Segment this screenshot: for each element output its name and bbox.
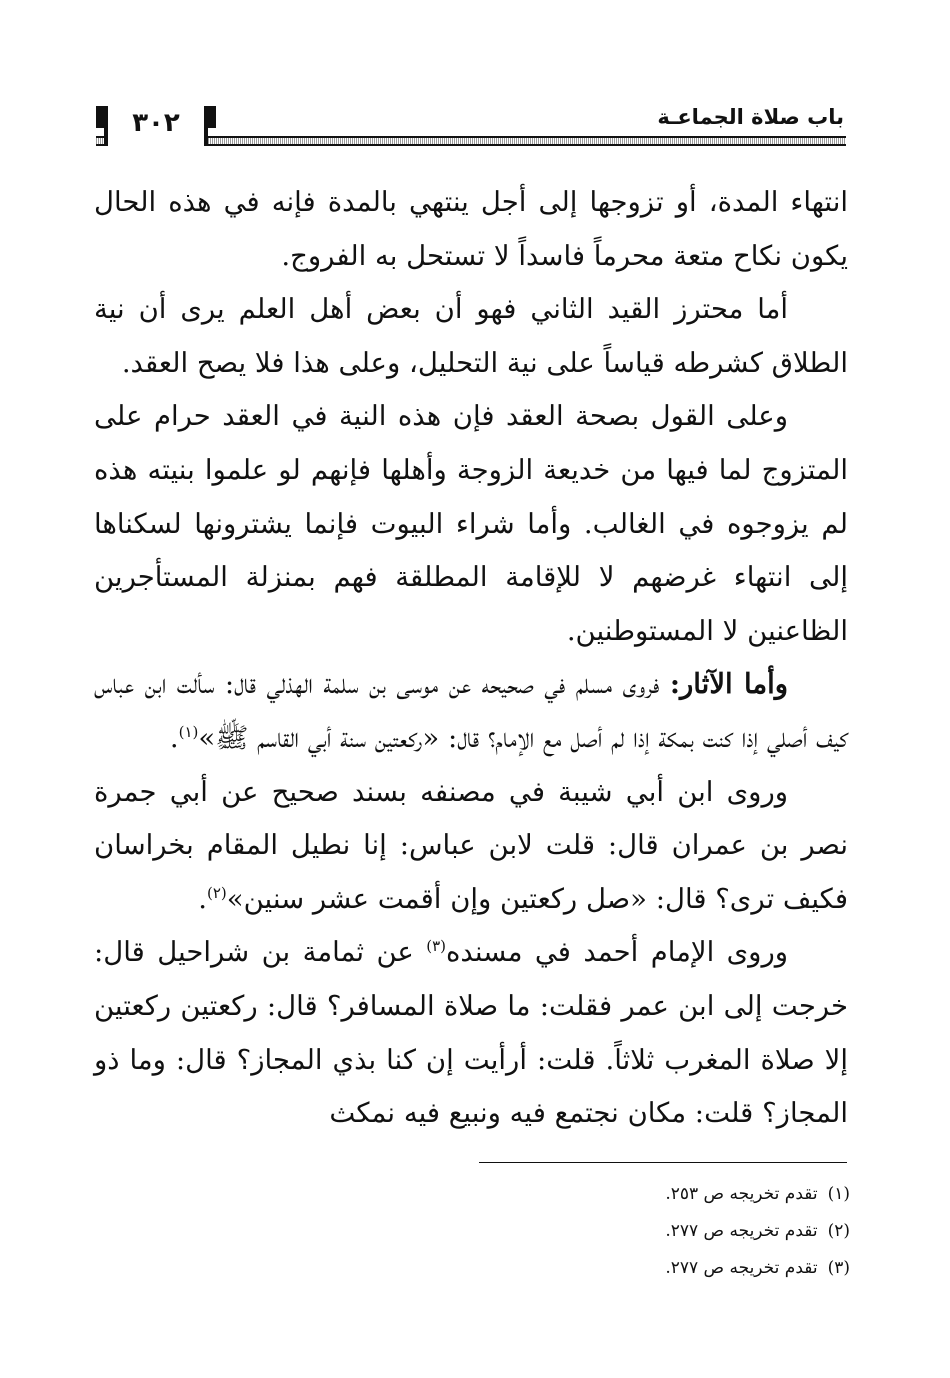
footnote-separator xyxy=(479,1162,847,1163)
page-box-ornament-right xyxy=(208,106,216,128)
paragraph xyxy=(94,390,848,658)
paragraph-text: انتهاء المدة، أو تزوجها إلى أجل ينتهي بالمدة فإنه في هذه الحال يكون نكاح متعة محرماً فاسداً لا تستحل به الفروج. xyxy=(94,186,848,272)
paragraph-text: وروى الإمام أحمد في مسنده xyxy=(446,936,788,969)
page-number-box xyxy=(104,106,208,146)
footnote-text: تقدم تخريجه ص ٢٧٧. xyxy=(665,1258,818,1278)
paragraph xyxy=(94,283,848,390)
footnote xyxy=(450,1250,850,1287)
paragraph xyxy=(94,658,848,765)
footnote-reference: (٢) xyxy=(206,883,227,902)
footnote-reference: (٣) xyxy=(426,937,447,956)
running-header xyxy=(96,100,846,156)
paragraph xyxy=(94,176,848,283)
footnote-text: تقدم تخريجه ص ٢٧٧. xyxy=(665,1221,818,1241)
paragraph-text: فروى مسلم في صحيحه عن موسى بن سلمة الهذلي قال: سألت ابن عباس كيف أصلي إذا كنت بمكة إذا لم أصل مع الإمام؟ قال: «ركعتين سنة أبي القاسم ﷺ» xyxy=(94,668,848,754)
paragraph-text: وعلى القول بصحة العقد فإن هذه النية في العقد حرام على المتزوج لما فيها من خديعة الزوجة وأهلها فإنهم لو علموا بنيته هذه لم يزوجوه في الغالب. وأما شراء البيوت فإنما يشترونها لسكناها إلى انتهاء غرضهم لا للإقامة المطلقة فهم بمنزلة المستأجرين الظاعنين لا المستوطنين. xyxy=(94,400,848,647)
body-text xyxy=(94,176,848,1141)
page-box-ornament-left xyxy=(96,106,104,128)
footnote-reference: (١) xyxy=(178,722,199,741)
header-rule xyxy=(96,136,846,146)
footnote-number: (٣) xyxy=(827,1258,850,1278)
footnote-number: (٢) xyxy=(827,1221,850,1241)
paragraph-lead: وأما الآثار: xyxy=(669,668,788,701)
footnote-number: (١) xyxy=(827,1184,850,1204)
footnote xyxy=(450,1176,850,1213)
paragraph-text: أما محترز القيد الثاني فهو أن بعض أهل العلم يرى أن نية الطلاق كشرطه قياساً على نية التحليل، وعلى هذا فلا يصح العقد. xyxy=(94,293,848,379)
paragraph-tail: . xyxy=(169,721,179,754)
footnote xyxy=(450,1213,850,1250)
paragraph xyxy=(94,766,848,927)
paragraph xyxy=(94,926,848,1140)
paragraph-tail: . xyxy=(198,882,207,915)
page-number: ٣٠٢ xyxy=(132,108,180,138)
paragraph-text: وروى ابن أبي شيبة في مصنفه بسند صحيح عن أبي جمرة نصر بن عمران قال: قلت لابن عباس: إنا نطيل المقام بخراسان فكيف ترى؟ قال: «صل ركعتين وإن أقمت عشر سنين» xyxy=(94,775,848,915)
paragraph-tail: عن ثمامة بن شراحيل قال: خرجت إلى ابن عمر فقلت: ما صلاة المسافر؟ قال: ركعتين ركعتين إلا صلاة المغرب ثلاثاً. قلت: أرأيت إن كنا بذي المجاز؟ قال: وما ذو المجاز؟ قلت: مكان نجتمع فيه ونبيع فيه نمكث xyxy=(94,936,848,1130)
footnote-text: تقدم تخريجه ص ٢٥٣. xyxy=(665,1184,818,1204)
footnotes xyxy=(450,1176,850,1287)
chapter-title: باب صلاة الجماعـة xyxy=(657,105,844,129)
